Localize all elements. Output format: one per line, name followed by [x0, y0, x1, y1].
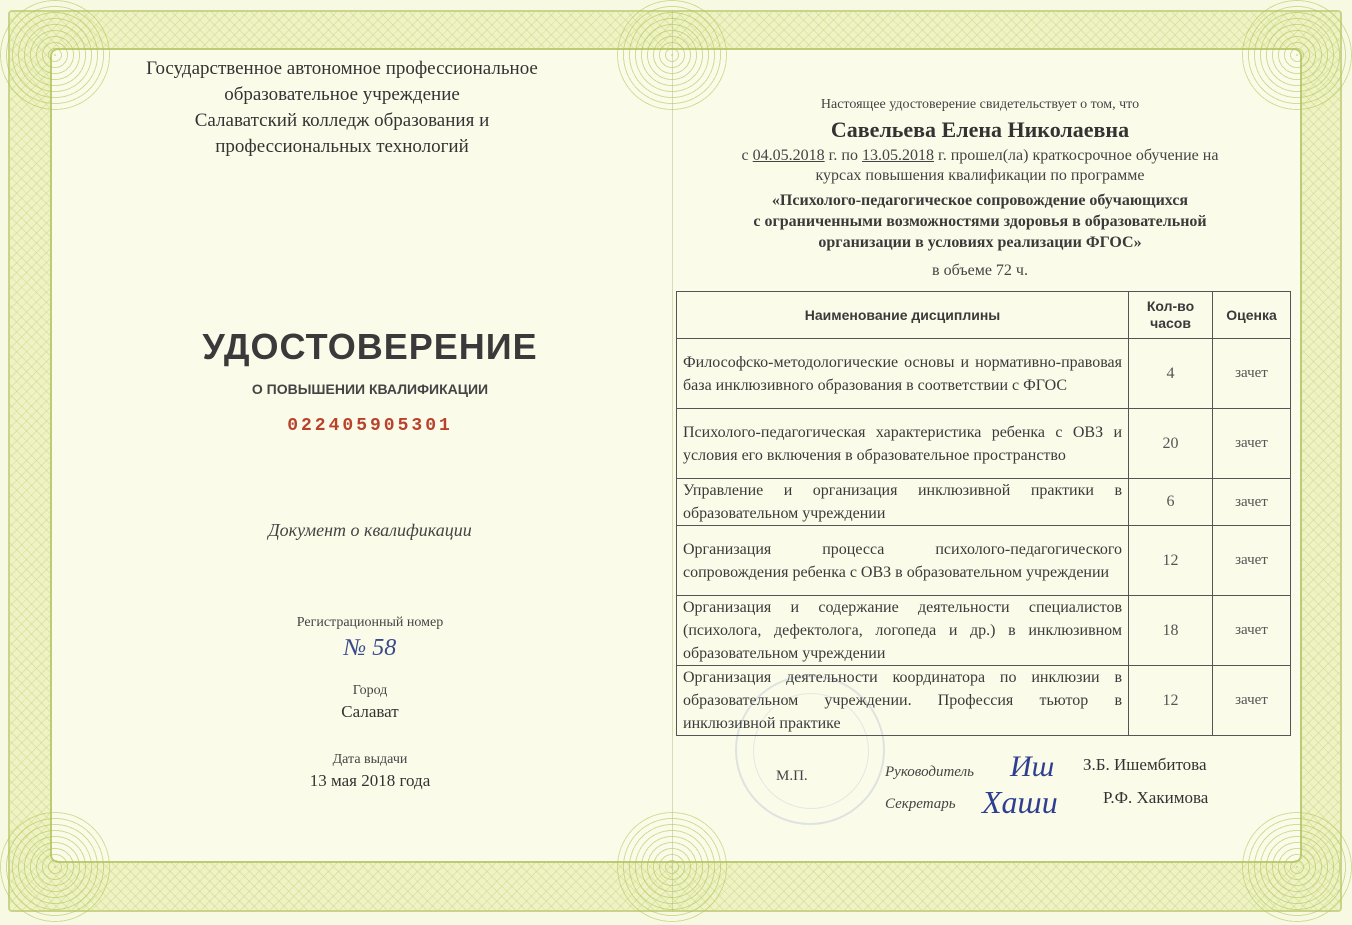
discipline-name: Организация процесса психолого-педагогического сопровождения ребенка с ОВЗ в образовательном учреждении — [677, 526, 1129, 596]
header-hours: Кол-во часов — [1129, 292, 1213, 339]
program-line: «Психолого-педагогическое сопровождение обучающихся — [771, 192, 1189, 209]
discipline-grade: зачет — [1213, 666, 1291, 736]
header-grade: Оценка — [1213, 292, 1291, 339]
period-suffix: г. прошел(ла) краткосрочное обучение на — [937, 147, 1219, 164]
discipline-hours: 4 — [1129, 339, 1213, 409]
holder-name: Савельева Елена Николаевна — [830, 117, 1130, 142]
discipline-hours: 6 — [1129, 479, 1213, 526]
head-name: З.Б. Ишембитова — [1083, 755, 1207, 774]
table-row — [677, 596, 1291, 666]
document-title: УДОСТОВЕРЕНИЕ — [202, 326, 538, 367]
document-type: Документ о квалификации — [268, 520, 472, 540]
discipline-name: Организация и содержание деятельности специалистов (психолога, дефектолога, логопеда и др.) в инклюзивном образовательном учреждении — [677, 596, 1129, 666]
discipline-grade: зачет — [1213, 479, 1291, 526]
program-name — [680, 190, 1280, 253]
org-line: Салаватский колледж образования и — [194, 110, 490, 131]
training-period — [680, 146, 1280, 186]
program-volume: в объеме 72 ч. — [932, 262, 1028, 279]
discipline-hours: 12 — [1129, 526, 1213, 596]
table-row — [677, 409, 1291, 479]
header-discipline: Наименование дисциплины — [677, 292, 1129, 339]
corner-ornament — [0, 812, 110, 922]
head-signature: Иш — [1010, 750, 1055, 783]
program-line: с ограниченными возможностями здоровья в образовательной — [753, 213, 1207, 230]
org-line: образовательное учреждение — [224, 84, 460, 105]
seal-place-label: М.П. — [776, 768, 808, 784]
program-line: организации в условиях реализации ФГОС» — [818, 234, 1142, 251]
secretary-name: Р.Ф. Хакимова — [1103, 788, 1209, 807]
registration-number: № 58 — [343, 635, 397, 661]
table-header-row — [677, 292, 1291, 339]
head-role-label: Руководитель — [885, 764, 974, 780]
org-line: профессиональных технологий — [215, 136, 469, 157]
period-from-prefix: с — [741, 147, 749, 164]
course-line: курсах повышения квалификации по программе — [815, 167, 1145, 184]
city-value: Салават — [341, 702, 399, 721]
corner-ornament — [1242, 0, 1352, 110]
discipline-hours: 18 — [1129, 596, 1213, 666]
corner-ornament — [1242, 812, 1352, 922]
org-line: Государственное автономное профессиональное — [146, 58, 538, 79]
table-row — [677, 339, 1291, 409]
discipline-grade: зачет — [1213, 596, 1291, 666]
page-fold — [672, 10, 673, 912]
discipline-name: Управление и организация инклюзивной практики в образовательном учреждении — [677, 479, 1129, 526]
table-row — [677, 526, 1291, 596]
discipline-hours: 20 — [1129, 409, 1213, 479]
issue-date: 13 мая 2018 года — [309, 771, 431, 790]
period-to-prefix: г. по — [828, 147, 858, 164]
discipline-name: Психолого-педагогическая характеристика ребенка с ОВЗ и условия его включения в образовательное пространство — [677, 409, 1129, 479]
table-row — [677, 479, 1291, 526]
document-subtitle: О ПОВЫШЕНИИ КВАЛИФИКАЦИИ — [251, 381, 489, 397]
secretary-signature: Хаши — [982, 784, 1058, 820]
registration-label: Регистрационный номер — [296, 615, 444, 630]
certificate-intro: Настоящее удостоверение свидетельствует о том, что — [820, 97, 1140, 112]
disciplines-table — [676, 291, 1291, 736]
date-to: 13.05.2018 — [861, 147, 934, 164]
discipline-grade: зачет — [1213, 409, 1291, 479]
organization-name — [92, 56, 592, 160]
official-seal — [735, 675, 885, 825]
issue-date-label: Дата выдачи — [332, 752, 408, 767]
discipline-name: Организация деятельности координатора по инклюзии в образовательном учреждении. Профессия тьютор в инклюзивной практике — [677, 666, 1129, 736]
discipline-hours: 12 — [1129, 666, 1213, 736]
date-from: 04.05.2018 — [752, 147, 825, 164]
serial-number: 022405905301 — [287, 416, 453, 436]
discipline-name: Философско-методологические основы и нормативно-правовая база инклюзивного образования в соответствии с ФГОС — [677, 339, 1129, 409]
city-label: Город — [352, 683, 388, 698]
discipline-grade: зачет — [1213, 526, 1291, 596]
discipline-grade: зачет — [1213, 339, 1291, 409]
secretary-role-label: Секретарь — [885, 796, 956, 812]
